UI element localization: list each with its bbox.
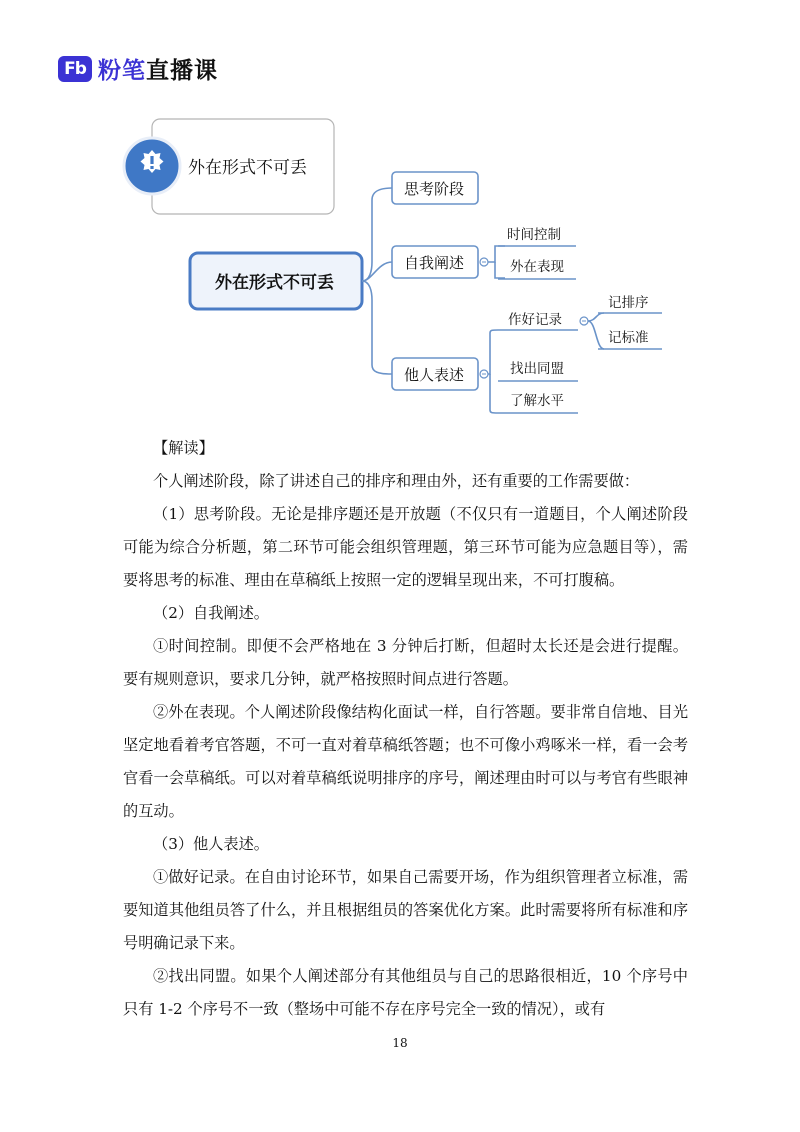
paragraph: （2）自我阐述。 — [153, 604, 269, 622]
leaf-label-appearance: 外在表现 — [510, 259, 564, 275]
leaf-label-level: 了解水平 — [510, 393, 564, 409]
logo-name-rest: 直播课 — [146, 58, 218, 84]
leaf-label-sort: 记排序 — [608, 295, 649, 311]
paragraph: 个人阐述阶段，除了讲述自己的排序和理由外，还有重要的工作需要做： — [153, 472, 639, 490]
root-node-label: 外在形式不可丢 — [215, 273, 334, 293]
paragraph: （1）思考阶段。无论是排序题还是开放题（不仅只有一道题目，个人阐述阶段可能为综合分析题，第二环节可能会组织管理题，第三环节可能为应急题目等），需要将思考的标准、理由在草稿纸上按照一定的逻辑呈现出来，不可打腹稿。 — [123, 505, 688, 589]
document-body — [123, 432, 688, 1026]
leaf-label-record: 作好记录 — [508, 312, 562, 328]
leaf-label-ally: 找出同盟 — [510, 361, 564, 377]
leaf-label-time: 时间控制 — [507, 227, 561, 243]
paragraph: ①做好记录。在自由讨论环节，如果自己需要开场，作为组织管理者立标准，需要知道其他组员答了什么，并且根据组员的答案优化方案。此时需要将所有标准和序号明确记录下来。 — [123, 868, 688, 952]
branch-label-2: 自我阐述 — [404, 254, 465, 272]
leaf-label-standard: 记标准 — [608, 330, 649, 346]
branch-label-1: 思考阶段 — [404, 180, 465, 198]
section-heading: 【解读】 — [153, 439, 214, 457]
page-number: 18 — [392, 1036, 408, 1050]
mind-map — [0, 0, 800, 430]
paragraph: ②找出同盟。如果个人阐述部分有其他组员与自己的思路很相近，10 个序号中只有 1-2 个序号不一致（整场中可能不存在序号完全一致的情况），或有 — [123, 967, 688, 1018]
paragraph: ①时间控制。即便不会严格地在 3 分钟后打断，但超时太长还是会进行提醒。要有规则意识，要求几分钟，就严格按照时间点进行答题。 — [123, 637, 688, 688]
branch-label-3: 他人表述 — [404, 366, 465, 384]
logo-name-accent: 粉笔 — [98, 58, 146, 84]
logo-mark: Fb — [58, 56, 92, 82]
paragraph: （3）他人表述。 — [153, 835, 269, 853]
paragraph: ②外在表现。个人阐述阶段像结构化面试一样，自行答题。要非常自信地、目光坚定地看着考官答题，不可一直对着草稿纸答题；也不可像小鸡啄米一样，看一会考官看一会草稿纸。可以对着草稿纸说明排序的序号，阐述理由时可以与考官有些眼神的互动。 — [123, 703, 688, 820]
callout-title: 外在形式不可丢 — [188, 158, 307, 178]
